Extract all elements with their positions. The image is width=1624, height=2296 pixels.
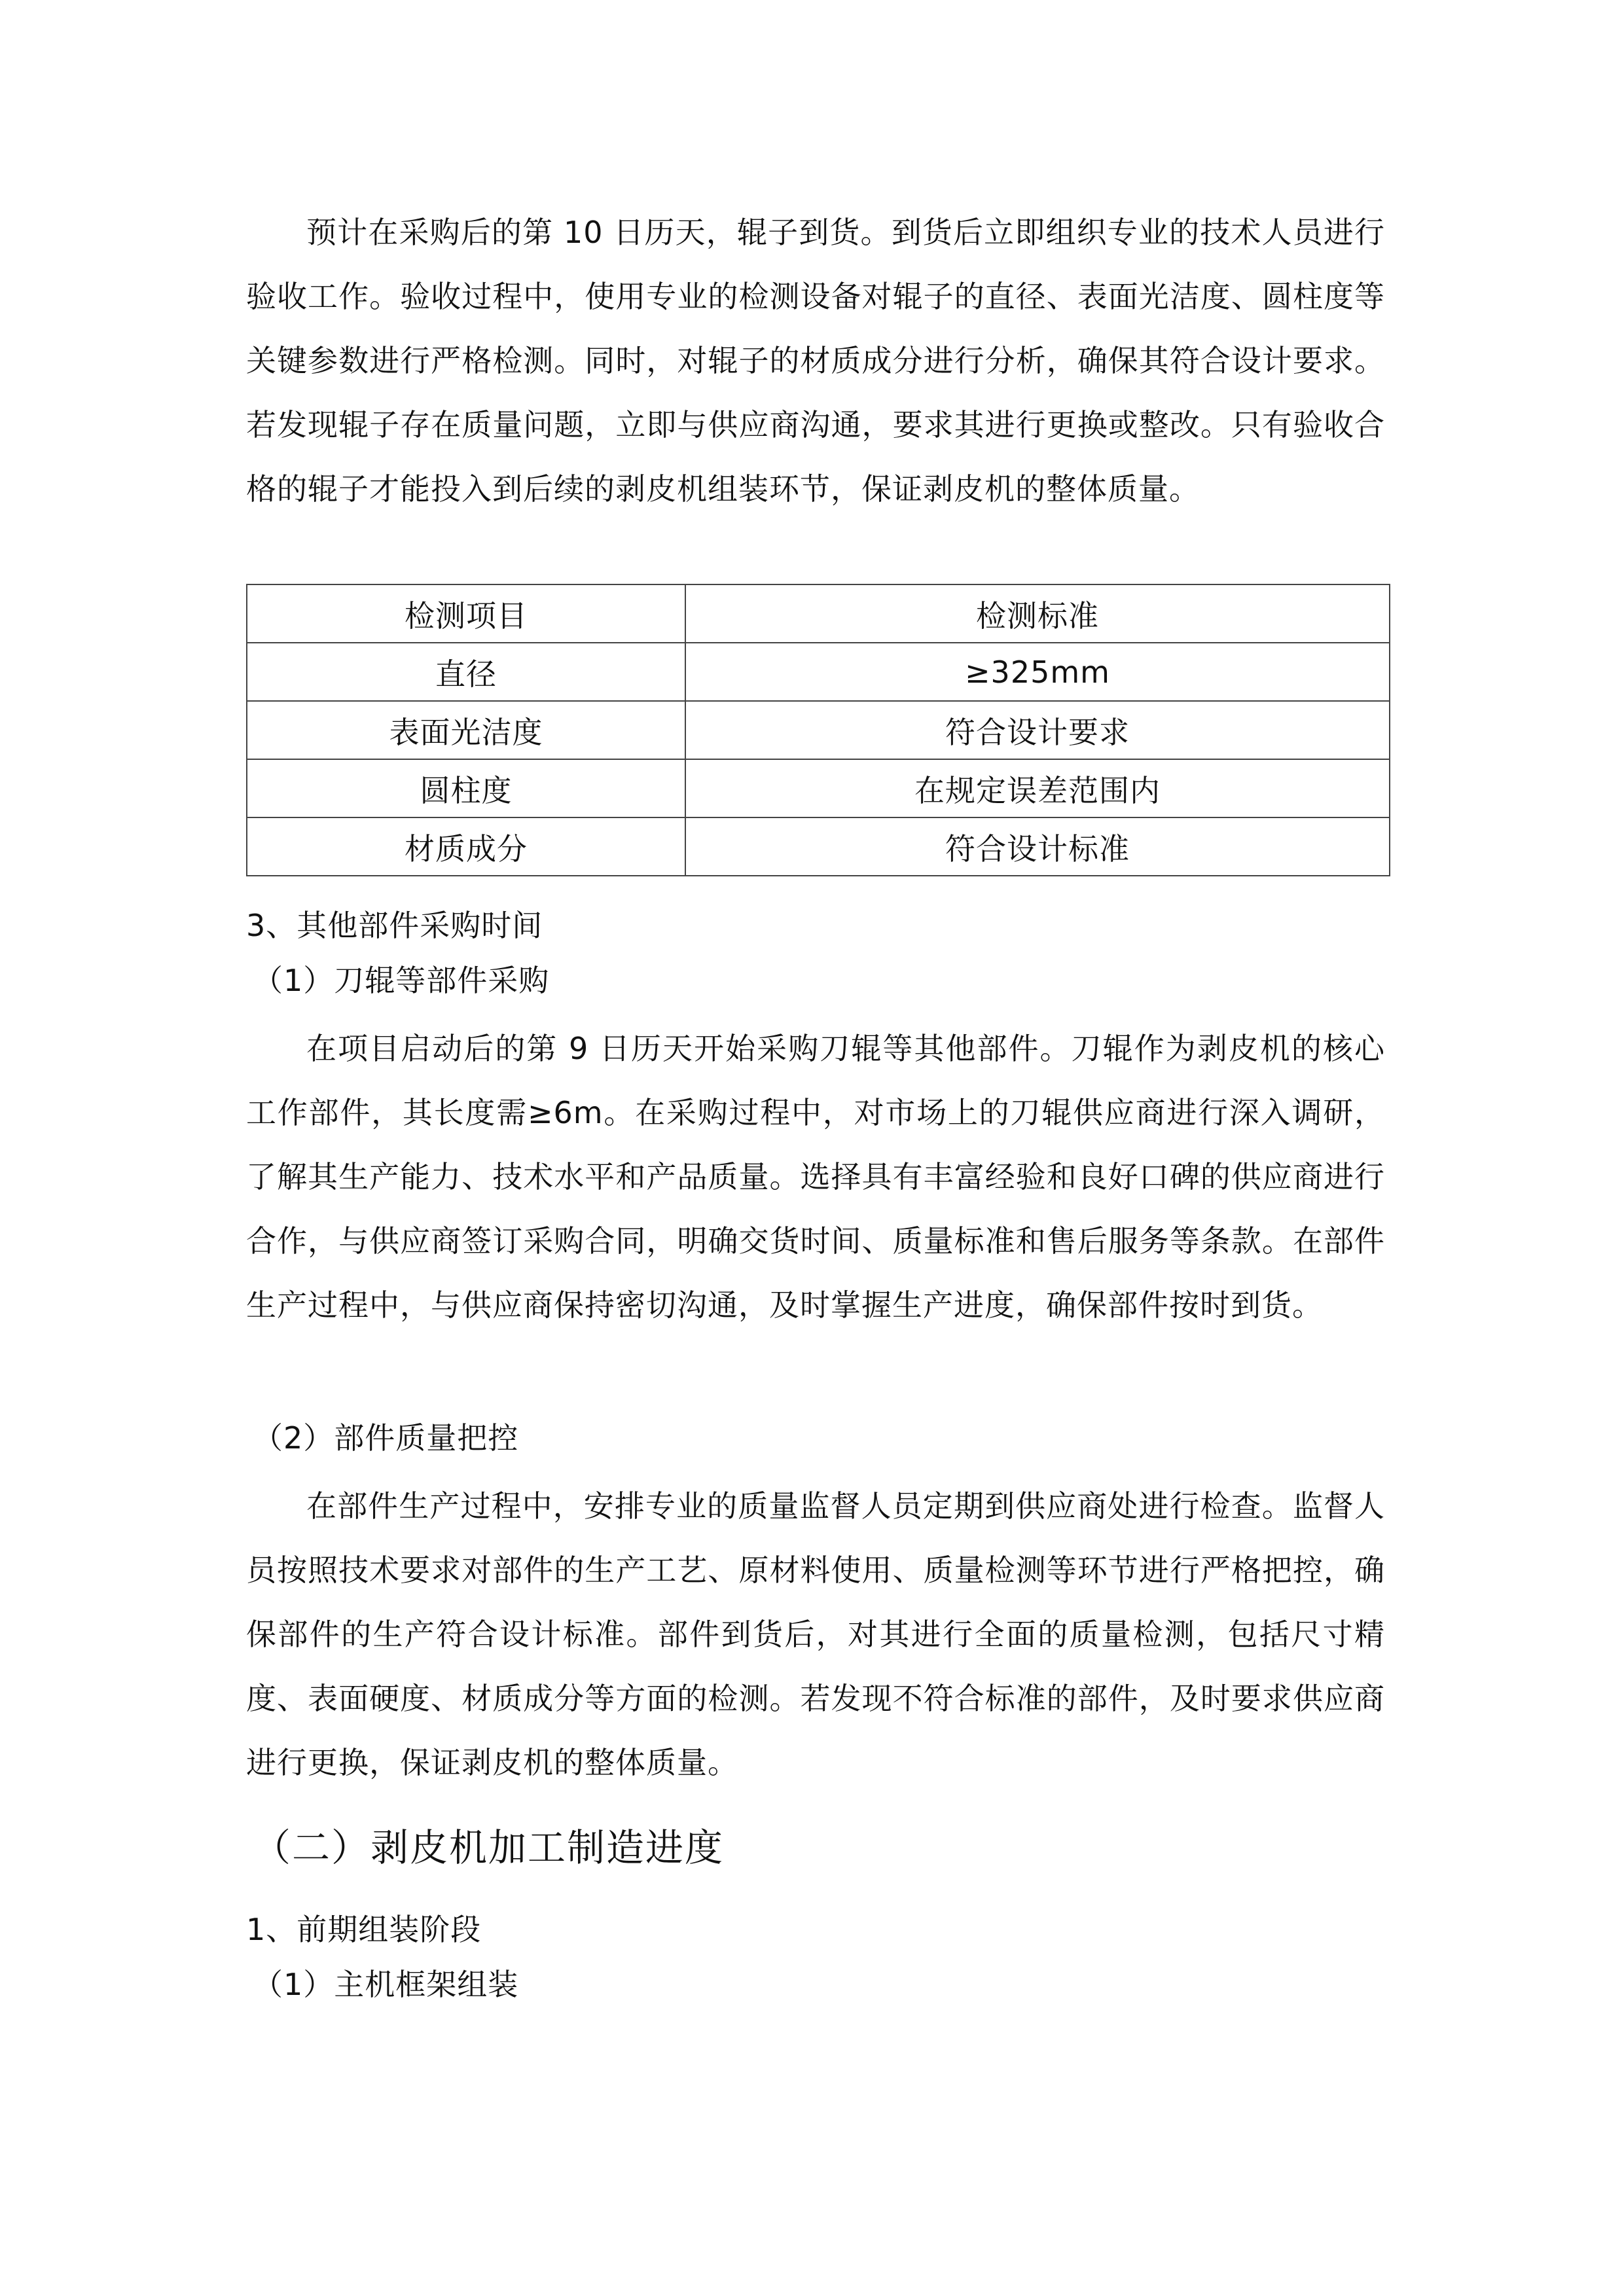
table-row — [247, 643, 1390, 701]
table-cell: 圆柱度 — [247, 759, 685, 817]
table-row — [247, 817, 1390, 876]
heading-early-assembly: 1、前期组装阶段 — [246, 1912, 482, 1947]
subheading-frame-assembly: （1）主机框架组装 — [253, 1967, 519, 2002]
table-cell: 符合设计要求 — [685, 701, 1390, 759]
table-cell: 材质成分 — [247, 817, 685, 876]
table-cell: 符合设计标准 — [685, 817, 1390, 876]
heading-other-parts-procurement: 3、其他部件采购时间 — [246, 908, 543, 943]
table-header-cell: 检测标准 — [685, 584, 1390, 643]
table-row — [247, 759, 1390, 817]
table-header-cell: 检测项目 — [247, 584, 685, 643]
table-cell: 直径 — [247, 643, 685, 701]
table-cell: 表面光洁度 — [247, 701, 685, 759]
section-title-manufacturing-progress: （二）剥皮机加工制造进度 — [253, 1825, 725, 1870]
inspection-table — [246, 584, 1390, 876]
paragraph-knife-roller: 在项目启动后的第 9 日历天开始采购刀辊等其他部件。刀辊作为剥皮机的核心工作部件，其长度需≥6m。在采购过程中，对市场上的刀辊供应商进行深入调研，了解其生产能力、技术水平和产品质量。选择具有丰富经验和良好口碑的供应商进行合作，与供应商签订采购合同，明确交货时间、质量标准和售后服务等条款。在部件生产过程中，与供应商保持密切沟通，及时掌握生产进度，确保部件按时到货。 — [246, 1031, 1385, 1323]
table-cell: ≥325mm — [685, 643, 1390, 701]
subheading-knife-roller-procurement: （1）刀辊等部件采购 — [253, 963, 550, 998]
paragraph-quality-control: 在部件生产过程中，安排专业的质量监督人员定期到供应商处进行检查。监督人员按照技术要求对部件的生产工艺、原材料使用、质量检测等环节进行严格把控，确保部件的生产符合设计标准。部件到货后，对其进行全面的质量检测，包括尺寸精度、表面硬度、材质成分等方面的检测。若发现不符合标准的部件，及时要求供应商进行更换，保证剥皮机的整体质量。 — [246, 1488, 1385, 1780]
table-header-row — [247, 584, 1390, 643]
paragraph-roller-acceptance: 预计在采购后的第 10 日历天，辊子到货。到货后立即组织专业的技术人员进行验收工作。验收过程中，使用专业的检测设备对辊子的直径、表面光洁度、圆柱度等关键参数进行严格检测。同时，对辊子的材质成分进行分析，确保其符合设计要求。若发现辊子存在质量问题，立即与供应商沟通，要求其进行更换或整改。只有验收合格的辊子才能投入到后续的剥皮机组装环节，保证剥皮机的整体质量。 — [246, 215, 1385, 507]
table-row — [247, 701, 1390, 759]
table-cell: 在规定误差范围内 — [685, 759, 1390, 817]
subheading-quality-control: （2）部件质量把控 — [253, 1420, 519, 1456]
